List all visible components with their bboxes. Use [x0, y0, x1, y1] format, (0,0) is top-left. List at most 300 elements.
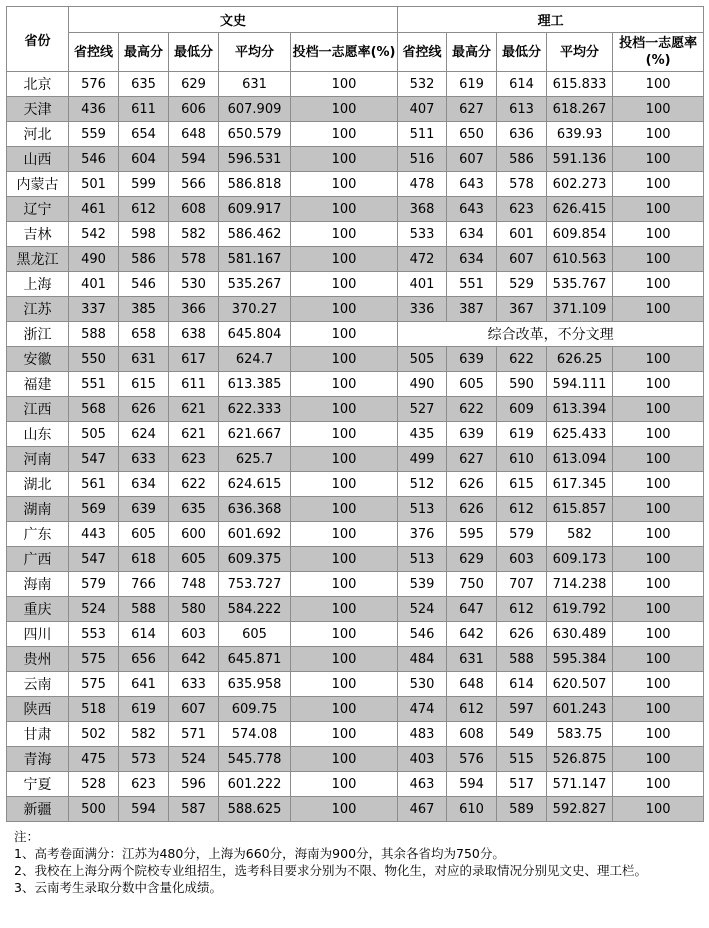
ligong-cell: 609	[497, 397, 547, 422]
province-cell: 辽宁	[7, 197, 69, 222]
table-row	[7, 347, 704, 372]
ligong-cell: 619.792	[547, 597, 613, 622]
ligong-cell: 617.345	[547, 472, 613, 497]
ligong-cell: 401	[398, 272, 447, 297]
ligong-cell: 530	[398, 672, 447, 697]
ligong-cell: 590	[497, 372, 547, 397]
column-header: 投档一志愿率(%)	[613, 33, 704, 72]
ligong-cell: 615	[497, 472, 547, 497]
wenshi-cell: 100	[291, 697, 398, 722]
ligong-cell: 648	[447, 672, 497, 697]
wenshi-cell: 618	[119, 547, 169, 572]
column-header: 最低分	[497, 33, 547, 72]
ligong-cell: 100	[613, 472, 704, 497]
ligong-cell: 526.875	[547, 747, 613, 772]
province-cell: 上海	[7, 272, 69, 297]
wenshi-cell: 645.804	[219, 322, 291, 347]
wenshi-cell: 601.692	[219, 522, 291, 547]
wenshi-cell: 100	[291, 672, 398, 697]
wenshi-cell: 100	[291, 272, 398, 297]
wenshi-cell: 594	[169, 147, 219, 172]
wenshi-cell: 636.368	[219, 497, 291, 522]
wenshi-cell: 617	[169, 347, 219, 372]
wenshi-cell: 366	[169, 297, 219, 322]
table-row	[7, 272, 704, 297]
ligong-cell: 613.394	[547, 397, 613, 422]
wenshi-cell: 100	[291, 372, 398, 397]
ligong-cell: 403	[398, 747, 447, 772]
ligong-cell: 589	[497, 797, 547, 822]
table-row	[7, 522, 704, 547]
wenshi-cell: 575	[69, 647, 119, 672]
wenshi-cell: 584.222	[219, 597, 291, 622]
wenshi-cell: 575	[69, 672, 119, 697]
wenshi-cell: 609.375	[219, 547, 291, 572]
ligong-cell: 586	[497, 147, 547, 172]
wenshi-cell: 100	[291, 397, 398, 422]
wenshi-cell: 561	[69, 472, 119, 497]
ligong-cell: 642	[447, 622, 497, 647]
wenshi-cell: 753.727	[219, 572, 291, 597]
ligong-cell: 100	[613, 747, 704, 772]
ligong-cell: 532	[398, 72, 447, 97]
note-item: 2、我校在上海分两个院校专业组招生，选考科目要求分别为不限、物化生，对应的录取情况分别见文史、理工栏。	[14, 863, 647, 878]
ligong-cell: 100	[613, 397, 704, 422]
ligong-cell: 100	[613, 172, 704, 197]
wenshi-cell: 650.579	[219, 122, 291, 147]
ligong-cell: 527	[398, 397, 447, 422]
ligong-cell: 368	[398, 197, 447, 222]
province-cell: 青海	[7, 747, 69, 772]
ligong-cell: 100	[613, 797, 704, 822]
wenshi-cell: 624.615	[219, 472, 291, 497]
ligong-cell: 647	[447, 597, 497, 622]
table-body	[7, 72, 704, 822]
wenshi-cell: 100	[291, 422, 398, 447]
province-header: 省份	[7, 7, 69, 72]
wenshi-cell: 571	[169, 722, 219, 747]
wenshi-cell: 605	[169, 547, 219, 572]
wenshi-cell: 596	[169, 772, 219, 797]
ligong-cell: 484	[398, 647, 447, 672]
province-cell: 吉林	[7, 222, 69, 247]
ligong-cell: 505	[398, 347, 447, 372]
ligong-cell: 595.384	[547, 647, 613, 672]
ligong-cell: 535.767	[547, 272, 613, 297]
ligong-cell: 100	[613, 222, 704, 247]
wenshi-cell: 606	[169, 97, 219, 122]
province-cell: 江苏	[7, 297, 69, 322]
wenshi-cell: 401	[69, 272, 119, 297]
ligong-cell: 533	[398, 222, 447, 247]
province-cell: 黑龙江	[7, 247, 69, 272]
table-row	[7, 547, 704, 572]
wenshi-cell: 569	[69, 497, 119, 522]
ligong-cell: 601	[497, 222, 547, 247]
wenshi-cell: 542	[69, 222, 119, 247]
wenshi-cell: 748	[169, 572, 219, 597]
ligong-cell: 623	[497, 197, 547, 222]
table-row	[7, 147, 704, 172]
wenshi-cell: 633	[169, 672, 219, 697]
wenshi-cell: 370.27	[219, 297, 291, 322]
column-header: 平均分	[219, 33, 291, 72]
wenshi-cell: 100	[291, 297, 398, 322]
ligong-cell: 626	[447, 472, 497, 497]
ligong-cell: 595	[447, 522, 497, 547]
ligong-group-header: 理工	[398, 7, 704, 33]
wenshi-cell: 100	[291, 147, 398, 172]
province-cell: 山西	[7, 147, 69, 172]
ligong-cell: 336	[398, 297, 447, 322]
ligong-cell: 407	[398, 97, 447, 122]
wenshi-cell: 553	[69, 622, 119, 647]
table-row	[7, 597, 704, 622]
table-row	[7, 447, 704, 472]
table-row	[7, 572, 704, 597]
ligong-cell: 619	[447, 72, 497, 97]
table-row	[7, 497, 704, 522]
table-row	[7, 172, 704, 197]
ligong-cell: 100	[613, 647, 704, 672]
wenshi-cell: 603	[169, 622, 219, 647]
ligong-cell: 613	[497, 97, 547, 122]
ligong-cell: 100	[613, 122, 704, 147]
ligong-cell: 582	[547, 522, 613, 547]
table-row	[7, 472, 704, 497]
ligong-cell: 100	[613, 422, 704, 447]
wenshi-cell: 605	[119, 522, 169, 547]
province-cell: 甘肃	[7, 722, 69, 747]
wenshi-cell: 528	[69, 772, 119, 797]
province-cell: 海南	[7, 572, 69, 597]
ligong-cell: 608	[447, 722, 497, 747]
table-row	[7, 397, 704, 422]
wenshi-cell: 611	[119, 97, 169, 122]
wenshi-cell: 100	[291, 347, 398, 372]
province-cell: 山东	[7, 422, 69, 447]
table-row	[7, 222, 704, 247]
wenshi-cell: 638	[169, 322, 219, 347]
wenshi-cell: 582	[169, 222, 219, 247]
ligong-cell: 643	[447, 197, 497, 222]
ligong-cell: 592.827	[547, 797, 613, 822]
ligong-cell: 639	[447, 347, 497, 372]
ligong-cell: 100	[613, 147, 704, 172]
wenshi-cell: 559	[69, 122, 119, 147]
ligong-cell: 100	[613, 622, 704, 647]
wenshi-cell: 100	[291, 247, 398, 272]
wenshi-cell: 626	[119, 397, 169, 422]
wenshi-cell: 100	[291, 97, 398, 122]
ligong-cell: 100	[613, 722, 704, 747]
wenshi-cell: 530	[169, 272, 219, 297]
wenshi-cell: 634	[119, 472, 169, 497]
wenshi-cell: 641	[119, 672, 169, 697]
ligong-cell: 371.109	[547, 297, 613, 322]
wenshi-cell: 622	[169, 472, 219, 497]
province-cell: 北京	[7, 72, 69, 97]
ligong-cell: 529	[497, 272, 547, 297]
wenshi-cell: 501	[69, 172, 119, 197]
wenshi-cell: 656	[119, 647, 169, 672]
wenshi-cell: 612	[119, 197, 169, 222]
ligong-cell: 639.93	[547, 122, 613, 147]
ligong-cell: 539	[398, 572, 447, 597]
ligong-cell: 612	[497, 597, 547, 622]
ligong-cell: 614	[497, 72, 547, 97]
wenshi-cell: 524	[169, 747, 219, 772]
wenshi-cell: 607	[169, 697, 219, 722]
ligong-cell: 610	[447, 797, 497, 822]
ligong-cell: 612	[447, 697, 497, 722]
province-cell: 浙江	[7, 322, 69, 347]
wenshi-cell: 635	[169, 497, 219, 522]
ligong-cell: 376	[398, 522, 447, 547]
wenshi-cell: 621	[169, 422, 219, 447]
province-cell: 贵州	[7, 647, 69, 672]
wenshi-cell: 621	[169, 397, 219, 422]
ligong-cell: 578	[497, 172, 547, 197]
wenshi-cell: 766	[119, 572, 169, 597]
table-row	[7, 322, 704, 347]
wenshi-cell: 588	[69, 322, 119, 347]
ligong-cell: 613.094	[547, 447, 613, 472]
wenshi-cell: 635	[119, 72, 169, 97]
wenshi-cell: 100	[291, 322, 398, 347]
wenshi-cell: 100	[291, 222, 398, 247]
province-cell: 安徽	[7, 347, 69, 372]
wenshi-cell: 588	[119, 597, 169, 622]
ligong-cell: 750	[447, 572, 497, 597]
ligong-cell: 626.415	[547, 197, 613, 222]
table-row	[7, 797, 704, 822]
province-cell: 湖北	[7, 472, 69, 497]
ligong-cell: 627	[447, 447, 497, 472]
ligong-cell: 100	[613, 447, 704, 472]
wenshi-cell: 547	[69, 547, 119, 572]
ligong-cell: 607	[447, 147, 497, 172]
wenshi-cell: 609.917	[219, 197, 291, 222]
ligong-cell: 100	[613, 772, 704, 797]
wenshi-cell: 654	[119, 122, 169, 147]
province-cell: 重庆	[7, 597, 69, 622]
ligong-cell: 100	[613, 347, 704, 372]
wenshi-group-header: 文史	[69, 7, 398, 33]
wenshi-cell: 535.267	[219, 272, 291, 297]
column-header: 投档一志愿率(%)	[291, 33, 398, 72]
table-row	[7, 622, 704, 647]
wenshi-cell: 600	[169, 522, 219, 547]
ligong-cell: 620.507	[547, 672, 613, 697]
wenshi-cell: 100	[291, 747, 398, 772]
ligong-cell: 490	[398, 372, 447, 397]
wenshi-cell: 546	[119, 272, 169, 297]
ligong-cell: 513	[398, 497, 447, 522]
table-row	[7, 647, 704, 672]
ligong-cell: 474	[398, 697, 447, 722]
province-cell: 河北	[7, 122, 69, 147]
wenshi-cell: 645.871	[219, 647, 291, 672]
wenshi-cell: 100	[291, 522, 398, 547]
ligong-cell: 576	[447, 747, 497, 772]
ligong-cell: 631	[447, 647, 497, 672]
wenshi-cell: 633	[119, 447, 169, 472]
ligong-cell: 612	[497, 497, 547, 522]
province-cell: 江西	[7, 397, 69, 422]
wenshi-cell: 475	[69, 747, 119, 772]
wenshi-cell: 581.167	[219, 247, 291, 272]
ligong-cell: 622	[447, 397, 497, 422]
wenshi-cell: 598	[119, 222, 169, 247]
wenshi-cell: 576	[69, 72, 119, 97]
wenshi-cell: 580	[169, 597, 219, 622]
ligong-cell: 605	[447, 372, 497, 397]
wenshi-cell: 524	[69, 597, 119, 622]
wenshi-cell: 546	[69, 147, 119, 172]
wenshi-cell: 648	[169, 122, 219, 147]
ligong-cell: 100	[613, 197, 704, 222]
table-row	[7, 672, 704, 697]
table-row	[7, 722, 704, 747]
wenshi-cell: 100	[291, 72, 398, 97]
wenshi-cell: 586	[119, 247, 169, 272]
table-row	[7, 247, 704, 272]
ligong-cell: 618.267	[547, 97, 613, 122]
ligong-cell: 634	[447, 222, 497, 247]
wenshi-cell: 500	[69, 797, 119, 822]
notes	[14, 828, 694, 896]
column-header: 省控线	[398, 33, 447, 72]
ligong-cell: 626	[497, 622, 547, 647]
ligong-cell: 601.243	[547, 697, 613, 722]
ligong-cell: 619	[497, 422, 547, 447]
ligong-cell: 588	[497, 647, 547, 672]
ligong-cell: 100	[613, 697, 704, 722]
wenshi-cell: 518	[69, 697, 119, 722]
wenshi-cell: 624.7	[219, 347, 291, 372]
wenshi-cell: 100	[291, 447, 398, 472]
admission-scores-table	[6, 6, 704, 822]
wenshi-cell: 621.667	[219, 422, 291, 447]
wenshi-cell: 605	[219, 622, 291, 647]
ligong-cell: 387	[447, 297, 497, 322]
ligong-cell: 627	[447, 97, 497, 122]
ligong-cell: 100	[613, 372, 704, 397]
table-row	[7, 197, 704, 222]
wenshi-cell: 615	[119, 372, 169, 397]
table-row	[7, 697, 704, 722]
notes-heading: 注：	[14, 829, 40, 844]
ligong-cell: 594	[447, 772, 497, 797]
wenshi-cell: 443	[69, 522, 119, 547]
ligong-cell: 463	[398, 772, 447, 797]
wenshi-cell: 614	[119, 622, 169, 647]
ligong-cell: 100	[613, 72, 704, 97]
wenshi-cell: 100	[291, 597, 398, 622]
wenshi-cell: 642	[169, 647, 219, 672]
table-row	[7, 422, 704, 447]
ligong-note-cell: 综合改革，不分文理	[398, 322, 704, 347]
wenshi-cell: 629	[169, 72, 219, 97]
ligong-cell: 625.433	[547, 422, 613, 447]
ligong-cell: 512	[398, 472, 447, 497]
wenshi-cell: 100	[291, 472, 398, 497]
wenshi-cell: 100	[291, 797, 398, 822]
column-header: 平均分	[547, 33, 613, 72]
wenshi-cell: 550	[69, 347, 119, 372]
ligong-cell: 579	[497, 522, 547, 547]
province-cell: 四川	[7, 622, 69, 647]
table-row	[7, 297, 704, 322]
ligong-cell: 478	[398, 172, 447, 197]
wenshi-cell: 624	[119, 422, 169, 447]
wenshi-cell: 596.531	[219, 147, 291, 172]
ligong-cell: 639	[447, 422, 497, 447]
wenshi-cell: 385	[119, 297, 169, 322]
wenshi-cell: 607.909	[219, 97, 291, 122]
province-cell: 陕西	[7, 697, 69, 722]
wenshi-cell: 588.625	[219, 797, 291, 822]
ligong-cell: 630.489	[547, 622, 613, 647]
ligong-cell: 524	[398, 597, 447, 622]
wenshi-cell: 619	[119, 697, 169, 722]
wenshi-cell: 601.222	[219, 772, 291, 797]
note-item: 3、云南考生录取分数中含量化成绩。	[14, 880, 222, 895]
wenshi-cell: 611	[169, 372, 219, 397]
wenshi-cell: 623	[119, 772, 169, 797]
wenshi-cell: 587	[169, 797, 219, 822]
column-header: 最低分	[169, 33, 219, 72]
ligong-cell: 100	[613, 547, 704, 572]
wenshi-cell: 631	[219, 72, 291, 97]
wenshi-cell: 568	[69, 397, 119, 422]
ligong-cell: 100	[613, 297, 704, 322]
wenshi-cell: 639	[119, 497, 169, 522]
ligong-cell: 583.75	[547, 722, 613, 747]
ligong-cell: 546	[398, 622, 447, 647]
column-header: 最高分	[447, 33, 497, 72]
ligong-cell: 597	[497, 697, 547, 722]
table-row	[7, 772, 704, 797]
wenshi-cell: 609.75	[219, 697, 291, 722]
ligong-cell: 511	[398, 122, 447, 147]
wenshi-cell: 100	[291, 197, 398, 222]
wenshi-cell: 574.08	[219, 722, 291, 747]
ligong-cell: 615.833	[547, 72, 613, 97]
wenshi-cell: 100	[291, 722, 398, 747]
ligong-cell: 615.857	[547, 497, 613, 522]
ligong-cell: 551	[447, 272, 497, 297]
province-cell: 天津	[7, 97, 69, 122]
province-cell: 宁夏	[7, 772, 69, 797]
ligong-cell: 650	[447, 122, 497, 147]
province-cell: 广西	[7, 547, 69, 572]
wenshi-cell: 502	[69, 722, 119, 747]
ligong-cell: 549	[497, 722, 547, 747]
table-row	[7, 747, 704, 772]
province-cell: 河南	[7, 447, 69, 472]
ligong-cell: 483	[398, 722, 447, 747]
wenshi-cell: 631	[119, 347, 169, 372]
ligong-cell: 467	[398, 797, 447, 822]
province-cell: 福建	[7, 372, 69, 397]
wenshi-cell: 594	[119, 797, 169, 822]
ligong-cell: 100	[613, 672, 704, 697]
ligong-cell: 591.136	[547, 147, 613, 172]
ligong-cell: 100	[613, 497, 704, 522]
wenshi-cell: 551	[69, 372, 119, 397]
